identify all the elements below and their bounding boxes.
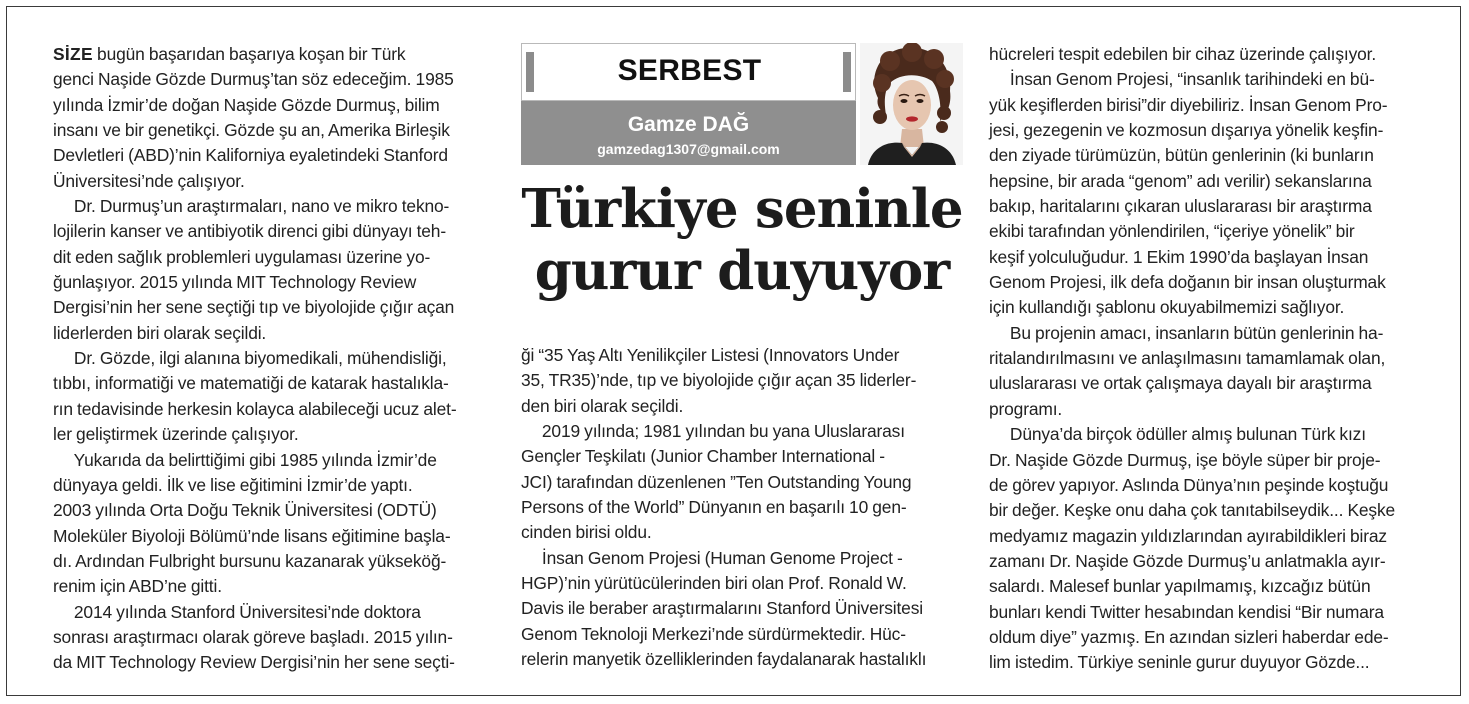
text-line xyxy=(989,67,1429,92)
text-line xyxy=(53,67,493,92)
text-line-content: medyamız magazin yıldızlarından ayırabildikleri biraz xyxy=(989,525,1387,546)
text-line-content: 2019 yılında; 1981 yılından bu yana Uluslararası xyxy=(521,421,905,442)
text-line-content: rın tedavisinde herkesin kolayca alabileceği ucuz alet- xyxy=(53,398,457,419)
text-line-content: renim için ABD’ne gitti. xyxy=(53,576,222,597)
text-line-content: insanı ve bir genetikçi. Gözde şu an, Amerika Birleşik xyxy=(53,120,450,141)
text-line-content: Moleküler Biyoloji Bölümü’nde lisans eğitimine başla- xyxy=(53,525,451,546)
text-line xyxy=(53,371,493,396)
text-line-content: da MIT Technology Review Dergisi’nin her sene seçti- xyxy=(53,652,455,673)
text-line-content: Gençler Teşkilatı (Junior Chamber International - xyxy=(521,446,885,467)
text-line-content: Dünya’da birçok ödüller almış bulunan Türk kızı xyxy=(989,424,1366,445)
text-line-content: HGP)’nin yürütücülerinden biri olan Prof. Ronald W. xyxy=(521,573,907,594)
text-line-content: ekibi tarafından yönlendirilen, “içeriye yönelik” bir xyxy=(989,221,1355,242)
text-line xyxy=(53,600,493,625)
text-line-content: relerin manyetik özelliklerinden faydalanarak hastalıklı xyxy=(521,649,927,670)
text-line-content: ritalandırılmasını ve anlaşılmasını tamamlamak olan, xyxy=(989,348,1386,369)
text-line-content: Bu projenin amacı, insanların bütün genlerinin ha- xyxy=(989,322,1384,343)
text-line-content: jesi, gezegenin ve kozmosun dışarıya yönelik keşfin- xyxy=(989,120,1384,141)
text-line xyxy=(989,473,1429,498)
headline xyxy=(521,178,963,302)
text-line xyxy=(53,473,493,498)
lead-word: SİZE xyxy=(53,44,93,64)
text-line-content: Dr. Naşide Gözde Durmuş, işe böyle süper bir proje- xyxy=(989,449,1381,470)
text-line xyxy=(989,625,1429,650)
text-line-content: sonrası araştırmacı olarak göreve başladı. 2015 yılın- xyxy=(53,626,453,647)
text-line-content: yılında İzmir’de doğan Naşide Gözde Durmuş, bilim xyxy=(53,94,440,115)
text-line-content: zamanı Dr. Naşide Gözde Durmuş’u anlatmakla ayır- xyxy=(989,550,1386,571)
text-line-content: salardı. Malesef bunlar yapılmamış, kızcağız bütün xyxy=(989,576,1371,597)
text-line xyxy=(521,520,963,545)
text-line xyxy=(53,650,493,675)
text-line-content: 35, TR35)’nde, tıp ve biyolojide çığır açan 35 liderler- xyxy=(521,370,917,391)
text-line xyxy=(989,397,1429,422)
text-line xyxy=(53,143,493,168)
text-line xyxy=(989,295,1429,320)
text-line xyxy=(989,448,1429,473)
text-line-content: bugün başarıdan başarıya koşan bir Türk xyxy=(92,44,406,64)
article-column-3 xyxy=(989,42,1429,676)
text-line xyxy=(53,169,493,194)
text-line-content: uluslararası ve ortak çalışmaya dayalı bir araştırma xyxy=(989,373,1372,394)
text-line xyxy=(53,118,493,143)
text-line-content: keşif yolculuğudur. 1 Ekim 1990’da başlayan İnsan xyxy=(989,246,1369,267)
text-line-content: İnsan Genom Projesi, “insanlık tarihindeki en bü- xyxy=(989,69,1375,90)
text-line-content: cinden birisi oldu. xyxy=(521,522,652,543)
text-line xyxy=(53,295,493,320)
article-column-1 xyxy=(53,42,493,676)
text-line-content: lim istedim. Türkiye seninle gurur duyuyor Gözde... xyxy=(989,652,1370,673)
text-line xyxy=(989,219,1429,244)
text-line xyxy=(53,422,493,447)
text-line-content: bir değer. Keşke onu daha çok tanıtabilseydik... Keşke xyxy=(989,500,1396,521)
text-line-content: Dr. Gözde, ilgi alanına biyomedikali, mühendisliği, xyxy=(53,348,447,369)
author-email: gamzedag1307@gmail.com xyxy=(597,141,780,157)
text-line xyxy=(989,346,1429,371)
text-line xyxy=(53,448,493,473)
text-line-content: Üniversitesi’nde çalışıyor. xyxy=(53,170,245,191)
text-line-content: Persons of the World” Dünyanın en başarılı 10 gen- xyxy=(521,497,907,518)
text-line xyxy=(53,219,493,244)
text-line xyxy=(521,596,963,621)
text-line xyxy=(53,498,493,523)
text-line xyxy=(989,245,1429,270)
text-line xyxy=(989,169,1429,194)
text-line-content: oldum diye” yazmış. En azından sizleri haberdar ede- xyxy=(989,626,1389,647)
headline-line-1: Türkiye seninle xyxy=(521,178,963,240)
text-line xyxy=(989,600,1429,625)
article-column-2 xyxy=(521,343,963,672)
text-line xyxy=(521,647,963,672)
author-name: Gamze DAĞ xyxy=(627,113,750,136)
author-bar xyxy=(521,101,856,165)
text-line xyxy=(989,574,1429,599)
text-line xyxy=(989,650,1429,675)
text-line xyxy=(989,270,1429,295)
text-line xyxy=(53,270,493,295)
text-line xyxy=(521,622,963,647)
text-line-content: dit eden sağlık problemleri uygulaması üzerine yo- xyxy=(53,246,431,267)
text-line-content: den ziyade türümüzün, bütün genlerinin (ki bunların xyxy=(989,145,1374,166)
text-line xyxy=(989,524,1429,549)
text-line xyxy=(53,321,493,346)
text-line-content: hücreleri tespit edebilen bir cihaz üzerinde çalışıyor. xyxy=(989,44,1377,64)
text-line xyxy=(989,549,1429,574)
text-line xyxy=(989,422,1429,447)
text-line-content: Genom Teknoloji Merkezi’nde sürdürmektedir. Hüc- xyxy=(521,623,906,644)
column-label-bar xyxy=(521,43,856,101)
headline-line-2: gurur duyuyor xyxy=(534,240,950,302)
text-line xyxy=(989,498,1429,523)
text-line xyxy=(521,419,963,444)
text-line-content: genci Naşide Gözde Durmuş’tan söz edeceğim. 1985 xyxy=(53,69,454,90)
text-line-content: Devletleri (ABD)’nin Kaliforniya eyaletindeki Stanford xyxy=(53,145,448,166)
text-line-content: JCI) tarafından düzenlenen ”Ten Outstanding Young xyxy=(521,471,912,492)
text-line-content: tıbbı, informatiği ve matematiği de katarak hastalıkla- xyxy=(53,373,449,394)
text-line xyxy=(989,42,1429,67)
text-line xyxy=(53,397,493,422)
text-line-content: programı. xyxy=(989,398,1063,419)
text-line xyxy=(53,42,493,67)
text-line-content: liderlerden biri olarak seçildi. xyxy=(53,322,267,343)
text-line-content: yük keşiflerden birisi”dir diyebiliriz. İnsan Genom Pro- xyxy=(989,94,1388,115)
text-line xyxy=(53,524,493,549)
text-line xyxy=(989,321,1429,346)
text-line xyxy=(521,546,963,571)
text-line-content: den biri olarak seçildi. xyxy=(521,395,684,416)
text-line-content: ğunlaşıyor. 2015 yılında MIT Technology Review xyxy=(53,272,417,293)
text-line xyxy=(53,346,493,371)
text-line xyxy=(53,93,493,118)
text-line-content: dünyaya geldi. İlk ve lise eğitimini İzmir’de yaptı. xyxy=(53,474,413,495)
column-label: SERBEST xyxy=(617,54,762,87)
text-line-content: lojilerin kanser ve antibiyotik direnci gibi dünyayı teh- xyxy=(53,221,446,242)
text-line-content: ği “35 Yaş Altı Yenilikçiler Listesi (Innovators Under xyxy=(521,345,900,365)
text-line-content: bunları kendi Twitter hesabından kendisi “Bir numara xyxy=(989,601,1384,622)
text-line xyxy=(989,118,1429,143)
text-line xyxy=(989,143,1429,168)
text-line xyxy=(521,495,963,520)
text-line xyxy=(989,93,1429,118)
text-line-content: İnsan Genom Projesi (Human Genome Project - xyxy=(521,547,903,568)
text-line xyxy=(521,368,963,393)
text-line-content: 2014 yılında Stanford Üniversitesi’nde doktora xyxy=(53,601,421,622)
text-line xyxy=(53,194,493,219)
text-line xyxy=(521,571,963,596)
column-header xyxy=(521,43,963,165)
text-line-content: Dr. Durmuş’un araştırmaları, nano ve mikro tekno- xyxy=(53,196,450,217)
text-line-content: hepsine, bir arada “genom” adı verilir) sekanslarına xyxy=(989,170,1372,191)
text-line-content: ler geliştirmek üzerinde çalışıyor. xyxy=(53,424,299,445)
text-line xyxy=(53,245,493,270)
text-line-content: de görev yapıyor. Aslında Dünya’nın peşinde koştuğu xyxy=(989,474,1389,495)
text-line xyxy=(521,343,963,368)
text-line-content: bakıp, haritalarını çıkaran uluslararası bir araştırma xyxy=(989,196,1372,217)
text-line-content: Yukarıda da belirttiğimi gibi 1985 yılında İzmir’de xyxy=(53,449,437,470)
text-line-content: dı. Ardından Fulbright bursunu kazanarak yükseköğ- xyxy=(53,550,447,571)
text-line xyxy=(521,470,963,495)
text-line xyxy=(521,444,963,469)
text-line-content: 2003 yılında Orta Doğu Teknik Üniversitesi (ODTÜ) xyxy=(53,500,437,521)
text-line xyxy=(53,574,493,599)
text-line xyxy=(521,394,963,419)
text-line-content: Genom Projesi, ilk defa doğanın bir insan oluşturmak xyxy=(989,272,1386,293)
text-line-content: Davis ile beraber araştırmalarını Stanford Üniversitesi xyxy=(521,598,923,619)
text-line-content: için kullandığı şablonu okuyabilmemizi sağlıyor. xyxy=(989,297,1345,318)
text-line xyxy=(989,371,1429,396)
text-line xyxy=(989,194,1429,219)
text-line xyxy=(53,625,493,650)
author-portrait xyxy=(860,43,963,165)
text-line xyxy=(53,549,493,574)
text-line-content: Dergisi’nin her sene seçtiği tıp ve biyolojide çığır açan xyxy=(53,297,455,318)
